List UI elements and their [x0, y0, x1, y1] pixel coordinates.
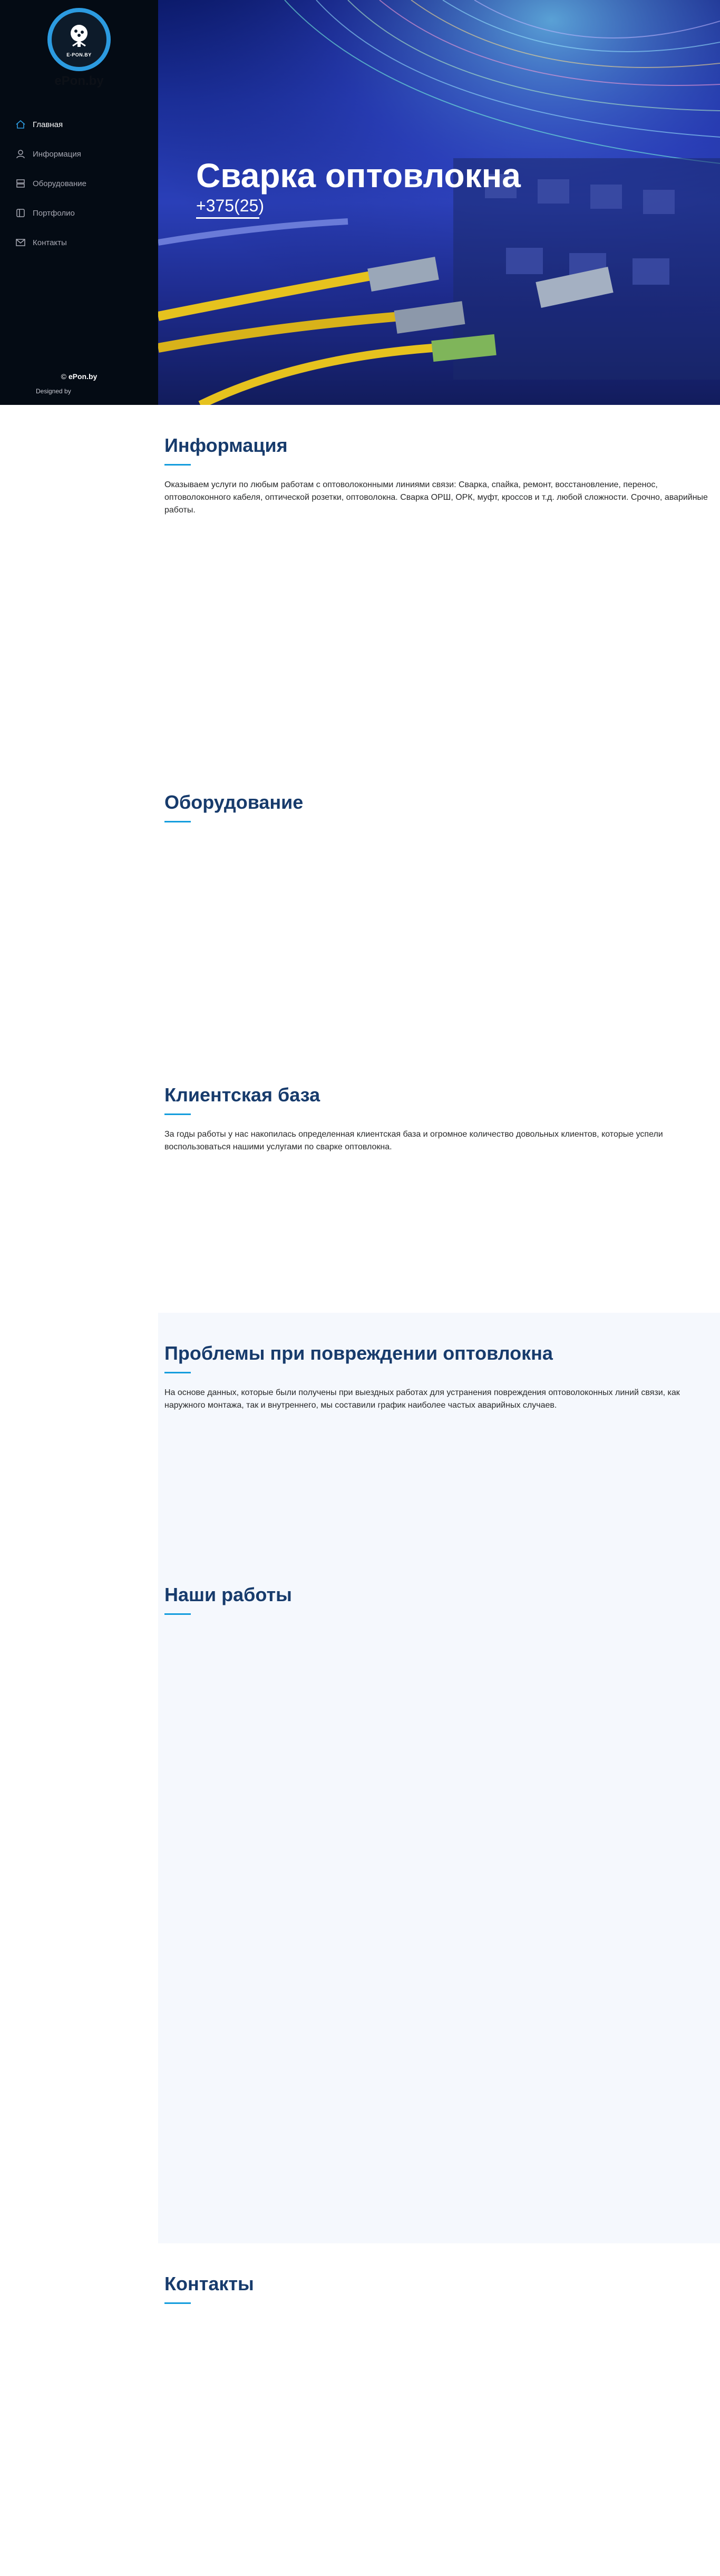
nav-label: Контакты [33, 238, 67, 247]
site-name[interactable]: ePon.by [54, 74, 104, 88]
title-underline [164, 1372, 191, 1373]
logo[interactable] [47, 8, 111, 71]
nav-label: Главная [33, 120, 63, 129]
nav-item-equipment[interactable] [15, 169, 86, 198]
tree-logo-icon [64, 22, 94, 51]
section-title: Контакты [164, 2273, 254, 2294]
title-underline [164, 821, 191, 822]
book-icon [15, 207, 26, 219]
section-title: Информация [164, 434, 288, 456]
nav-item-info[interactable] [15, 139, 86, 169]
sidebar [0, 0, 158, 405]
section-problems [158, 1313, 720, 1554]
envelope-icon [15, 237, 26, 248]
logo-text: E-PON.BY [66, 52, 92, 57]
nav-label: Информация [33, 149, 81, 159]
nav-item-contacts[interactable] [15, 228, 86, 257]
section-text: На основе данных, которые были получены при выездных работах для устранения повреждения оптоволоконных линий связи, как наружного монтажа, так и внутреннего, мы составили график наиболее частых аварийных случаев. [164, 1388, 680, 1410]
section-works [158, 1554, 720, 2243]
section-text: За годы работы у нас накопилась определенная клиентская база и огромное количество довольных клиентов, которые успели воспользоваться нашими услугами по сварке оптовлокна. [164, 1130, 663, 1151]
section-clients [158, 1054, 720, 1313]
nav-item-home[interactable] [15, 110, 86, 139]
section-title: Клиентская база [164, 1084, 320, 1106]
nav-label: Портфолио [33, 208, 75, 218]
hero [158, 0, 720, 405]
title-underline [164, 464, 191, 466]
nav-item-portfolio[interactable] [15, 198, 86, 228]
copyright [0, 372, 158, 381]
section-title: Наши работы [164, 1584, 292, 1605]
section-title: Проблемы при повреждении оптовлокна [164, 1342, 553, 1364]
title-underline [164, 1613, 191, 1615]
home-icon [15, 119, 26, 130]
section-title: Оборудование [164, 791, 304, 813]
hero-phone[interactable]: +375(25) [196, 196, 264, 215]
server-icon [15, 178, 26, 189]
hero-title: Сварка оптовлокна [196, 157, 521, 195]
nav-label: Оборудование [33, 179, 87, 188]
section-info [158, 405, 720, 762]
copyright-name: ePon.by [68, 372, 98, 381]
user-icon [15, 148, 26, 160]
section-contacts [158, 2243, 720, 2576]
copyright-symbol: © [61, 372, 66, 381]
section-equipment [158, 762, 720, 1054]
section-text: Оказываем услуги по любым работам с оптоволоконными линиями связи: Сварка, спайка, ремонт, восстановление, перенос, оптоволоконного кабеля, оптической розетки, оптоволокна. Сварка ОРШ, ОРК, муфт, кроссов и т.д. любой сложности. Срочно, аварийные работы. [164, 480, 708, 515]
nav-menu [15, 110, 86, 257]
title-underline [164, 2302, 191, 2304]
designed-by: Designed by [36, 388, 71, 395]
title-underline [164, 1113, 191, 1115]
